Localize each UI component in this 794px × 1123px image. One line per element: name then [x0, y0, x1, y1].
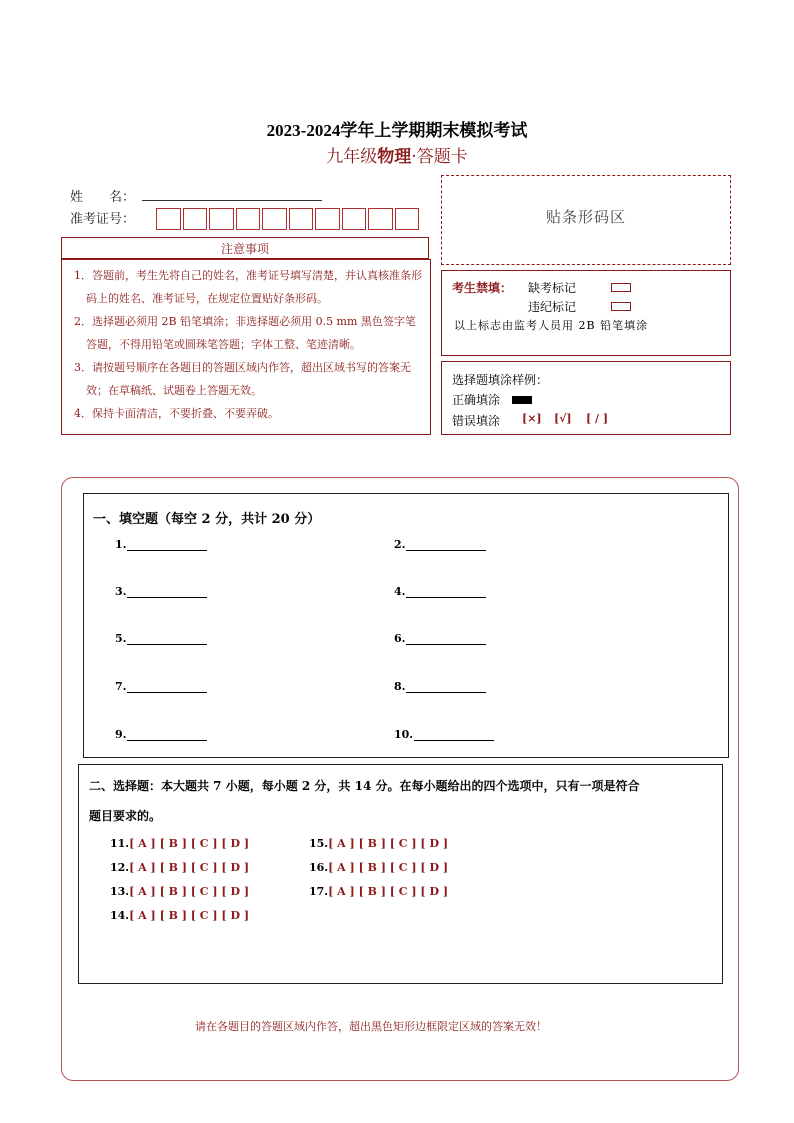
question-14[interactable]: 14.[ A ] [ B ] [ C ] [ D ] — [110, 909, 250, 922]
blank-4[interactable]: 4. — [394, 585, 486, 598]
id-number-boxes[interactable] — [156, 208, 421, 230]
forbidden-label: 考生禁填： — [452, 281, 513, 295]
blank-10[interactable]: 10. — [394, 728, 494, 741]
id-digit-box[interactable] — [368, 208, 393, 230]
question-16[interactable]: 16.[ A ] [ B ] [ C ] [ D ] — [309, 861, 449, 874]
blank-3[interactable]: 3. — [115, 585, 207, 598]
notice-item: 3．请按题号顺序在各题目的答题区域内作答，超出区域书写的答案无效；在草稿纸、试题卷上答题无效。 — [74, 361, 411, 397]
question-15[interactable]: 15.[ A ] [ B ] [ C ] [ D ] — [309, 837, 449, 850]
id-digit-box[interactable] — [289, 208, 314, 230]
notice-item: 1．答题前，考生先将自己的姓名，准考证号填写清楚，并认真核准条形码上的姓名、准考证号，在规定位置贴好条形码。 — [74, 269, 422, 305]
question-12[interactable]: 12.[ A ] [ B ] [ C ] [ D ] — [110, 861, 250, 874]
notice-box — [61, 259, 431, 435]
forbidden-note: 以上标志由监考人员用 2B 铅笔填涂 — [454, 319, 649, 332]
id-digit-box[interactable] — [342, 208, 367, 230]
blank-2[interactable]: 2. — [394, 538, 486, 551]
exam-subtitle: 九年级物理·答题卡 — [326, 147, 468, 167]
violation-mark-label: 违纪标记 — [528, 300, 577, 314]
notice-item: 4．保持卡面清洁，不要折叠、不要弄破。 — [74, 407, 279, 420]
blank-5[interactable]: 5. — [115, 632, 207, 645]
id-digit-box[interactable] — [395, 208, 420, 230]
question-17[interactable]: 17.[ A ] [ B ] [ C ] [ D ] — [309, 885, 449, 898]
section1-title: 一、填空题（每空 2 分，共计 20 分） — [93, 512, 321, 527]
blank-8[interactable]: 8. — [394, 680, 486, 693]
notice-heading: 注意事项 — [61, 237, 429, 259]
wrong-mark-slash: [ / ] — [586, 412, 609, 425]
wrong-fill-label: 错误填涂 — [452, 414, 501, 428]
section2-title-line2: 题目要求的。 — [89, 809, 162, 823]
multiple-choice-section — [78, 764, 723, 984]
id-digit-box[interactable] — [315, 208, 340, 230]
notice-item: 2．选择题必须用 2B 铅笔填涂；非选择题必须用 0.5 mm 黑色签字笔答题，不得用铅笔或圆珠笔答题；字体工整、笔迹清晰。 — [74, 315, 416, 351]
blank-1[interactable]: 1. — [115, 538, 207, 551]
section2-title-line1: 二、选择题：本大题共 7 小题，每小题 2 分，共 14 分。在每小题给出的四个选项中，只有一项是符合 — [89, 779, 640, 793]
fill-blank-section — [83, 493, 729, 758]
barcode-area: 贴条形码区 — [441, 175, 731, 265]
answer-area-warning: 请在各题目的答题区域内作答，超出黑色矩形边框限定区域的答案无效！ — [195, 1020, 547, 1033]
wrong-mark-x: [×] — [522, 412, 542, 425]
absent-mark-label: 缺考标记 — [528, 281, 577, 295]
id-digit-box[interactable] — [209, 208, 234, 230]
fill-sample-box — [441, 361, 731, 435]
exam-title: 2023-2024学年上学期期末模拟考试 — [266, 121, 528, 140]
subject-name: 物理 — [377, 147, 412, 167]
question-13[interactable]: 13.[ A ] [ B ] [ C ] [ D ] — [110, 885, 250, 898]
id-label: 准考证号： — [70, 212, 136, 227]
violation-mark-box[interactable] — [611, 302, 631, 311]
name-field[interactable] — [142, 200, 322, 201]
name-label: 姓 名： — [70, 190, 136, 205]
blank-7[interactable]: 7. — [115, 680, 207, 693]
forbidden-fill-box — [441, 270, 731, 356]
sample-title: 选择题填涂样例： — [452, 373, 549, 387]
correct-fill-label: 正确填涂 — [452, 393, 501, 407]
id-digit-box[interactable] — [183, 208, 208, 230]
question-11[interactable]: 11.[ A ] [ B ] [ C ] [ D ] — [110, 837, 250, 850]
wrong-mark-check: [√] — [554, 412, 572, 425]
id-digit-box[interactable] — [236, 208, 261, 230]
blank-9[interactable]: 9. — [115, 728, 207, 741]
blank-6[interactable]: 6. — [394, 632, 486, 645]
correct-fill-mark — [512, 396, 532, 404]
id-digit-box[interactable] — [156, 208, 181, 230]
absent-mark-box[interactable] — [611, 283, 631, 292]
id-digit-box[interactable] — [262, 208, 287, 230]
